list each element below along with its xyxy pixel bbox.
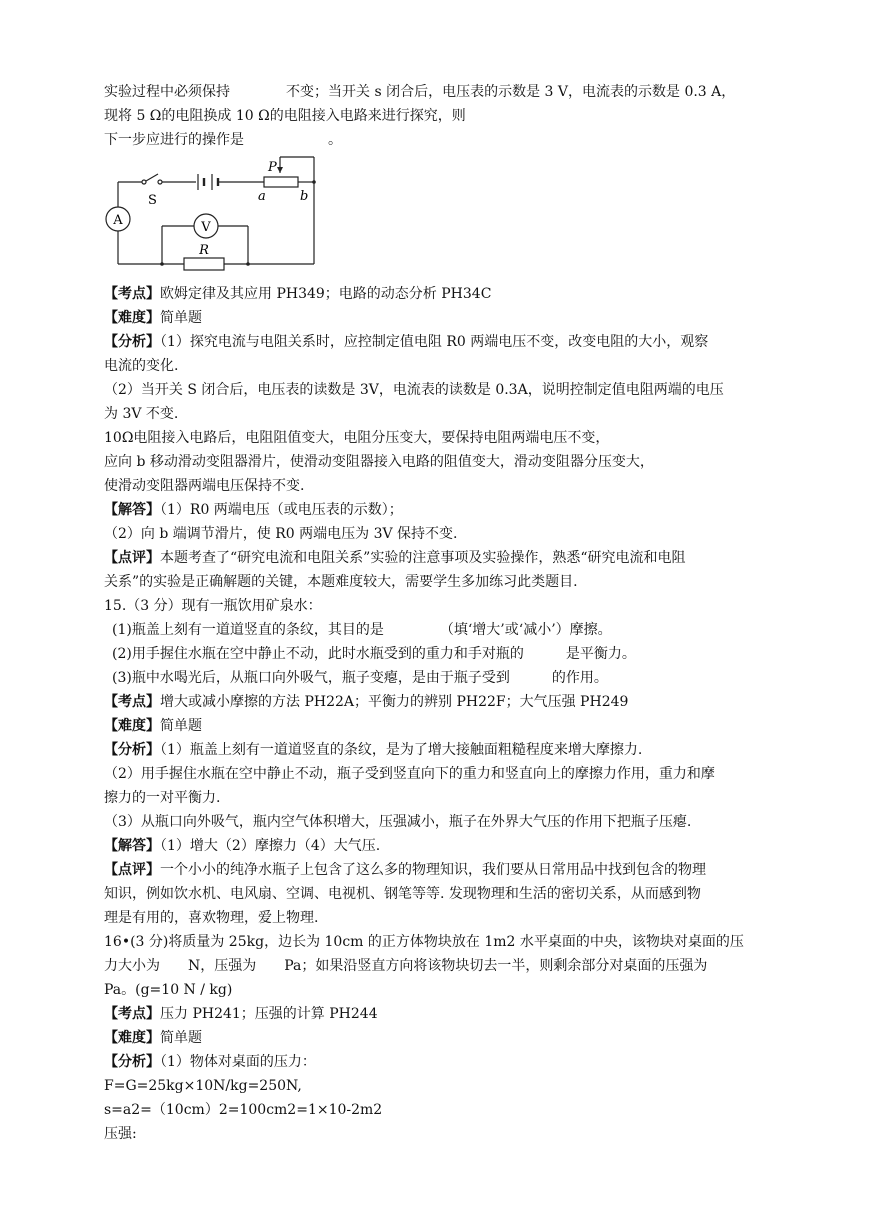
q14-fenxi-3: 10Ω电阻接入电路后，电阻阻值变大，电阻分压变大，要保持电阻两端电压不变， [104, 430, 610, 446]
q16-formula-1: F=G=25kg×10N/kg=250N, [104, 1078, 302, 1094]
q16-kaodian: 【考点】压力 PH241；压强的计算 PH244 [104, 1006, 378, 1022]
circuit-diagram [104, 154, 334, 280]
switch-contact [142, 180, 146, 184]
q15-sub-2: (2)用手握住水瓶在空中静止不动，此时水瓶受到的重力和手对瓶的 是平衡力。 [112, 646, 636, 662]
q16-title: 16•(3 分)将质量为 25kg，边长为 10cm 的正方体物块放在 1m2 水平桌面的中央，该物块对桌面的压 [104, 934, 744, 950]
q15-dianping: 【点评】一个小小的纯净水瓶子上包含了这么多的物理知识，我们要从日常用品中找到包含的物理 [104, 862, 706, 878]
switch-label: S [148, 193, 157, 208]
slider-label: P [268, 160, 277, 175]
q14-fenxi: 【分析】（1）探究电流与电阻关系时，应控制定值电阻 R0 两端电压不变，改变电阻的大小，观察 [104, 334, 709, 350]
q16-nandu: 【难度】简单题 [104, 1030, 202, 1046]
voltmeter-label: V [201, 220, 211, 235]
q14-kaodian: 【考点】欧姆定律及其应用 PH349；电路的动态分析 PH34C [104, 286, 492, 302]
q15-title: 15.（3 分）现有一瓶饮用矿泉水： [104, 598, 322, 614]
resistor [184, 258, 224, 270]
q14-jieda: 【解答】（1）R0 两端电压（或电压表的示数）； [104, 502, 403, 518]
q15-fenxi: 【分析】（1）瓶盖上刻有一道道竖直的条纹，是为了增大接触面粗糙程度来增大摩擦力. [104, 742, 643, 758]
q14-jieda-2: （2）向 b 端调节滑片，使 R0 两端电压为 3V 保持不变. [104, 526, 458, 542]
q15-kaodian: 【考点】增大或减小摩擦的方法 PH22A；平衡力的辨别 PH22F；大气压强 PH249 [104, 694, 629, 710]
intro-line-3: 下一步应进行的操作是 。 [104, 132, 342, 148]
q14-dianping-cont: 关系”的实验是正确解题的关键，本题难度较大，需要学生多加练习此类题目. [104, 574, 578, 590]
slider-arrow [277, 167, 283, 173]
q15-sub-3: (3)瓶中水喝光后，从瓶口向外吸气，瓶子变瘪，是由于瓶子受到 的作用。 [112, 670, 608, 686]
switch-blade [146, 174, 158, 181]
q14-fenxi-5: 使滑动变阻器两端电压保持不变. [104, 478, 305, 494]
q15-fenxi-2-cont: 擦力的一对平衡力. [104, 790, 221, 806]
q14-fenxi-4: 应向 b 移动滑动变阻器滑片，使滑动变阻器接入电路的阻值变大，滑动变阻器分压变大， [104, 454, 654, 470]
intro-line-1: 实验过程中必须保持 不变；当开关 s 闭合后，电压表的示数是 3 V，电流表的示数是 0.3 A， [104, 84, 736, 100]
q15-fenxi-2: （2）用手握住水瓶在空中静止不动，瓶子受到竖直向下的重力和竖直向上的摩擦力作用，重力和摩 [104, 766, 715, 782]
q16-formula-3: 压强: [104, 1126, 137, 1142]
q15-dianping-2: 知识，例如饮水机、电风扇、空调、电视机、钢笔等等. 发现物理和生活的密切关系，从而感到物 [104, 886, 701, 902]
rheostat [264, 177, 298, 187]
q14-fenxi-cont: 电流的变化. [104, 358, 179, 374]
resistor-label: R [199, 243, 209, 258]
q16-fenxi: 【分析】（1）物体对桌面的压力： [104, 1054, 316, 1070]
intro-line-2: 现将 5 Ω的电阻换成 10 Ω的电阻接入电路来进行探究，则 [104, 108, 466, 124]
ammeter-label: A [113, 213, 123, 228]
q14-nandu: 【难度】简单题 [104, 310, 202, 326]
q15-nandu: 【难度】简单题 [104, 718, 202, 734]
q15-sub-1: (1)瓶盖上刻有一道道竖直的条纹，其目的是 （填‘增大’或‘减小’）摩擦。 [112, 622, 612, 638]
q16-formula-2: s=a2=（10cm）2=100cm2=1×10-2m2 [104, 1102, 383, 1118]
q14-fenxi-2-cont: 为 3V 不变. [104, 406, 179, 422]
q16-line-3: Pa。(g=10 N / kg) [104, 982, 233, 998]
document-page [104, 80, 766, 1146]
q15-dianping-3: 理是有用的，喜欢物理，爱上物理. [104, 910, 319, 926]
q16-line-2: 力大小为 N，压强为 Pa；如果沿竖直方向将该物块切去一半，则剩余部分对桌面的压强为 [104, 958, 708, 974]
q14-dianping: 【点评】本题考查了“研究电流和电阻关系”实验的注意事项及实验操作，熟悉“研究电流和电阻 [104, 550, 686, 566]
q14-fenxi-2: （2）当开关 S 闭合后，电压表的读数是 3V，电流表的读数是 0.3A，说明控制定值电阻两端的电压 [104, 382, 724, 398]
end-a-label: a [258, 189, 266, 204]
end-b-label: b [300, 189, 309, 204]
q15-jieda: 【解答】（1）增大（2）摩擦力（4）大气压. [104, 838, 381, 854]
q15-fenxi-3: （3）从瓶口向外吸气，瓶内空气体积增大，压强减小，瓶子在外界大气压的作用下把瓶子压瘪. [104, 814, 692, 830]
